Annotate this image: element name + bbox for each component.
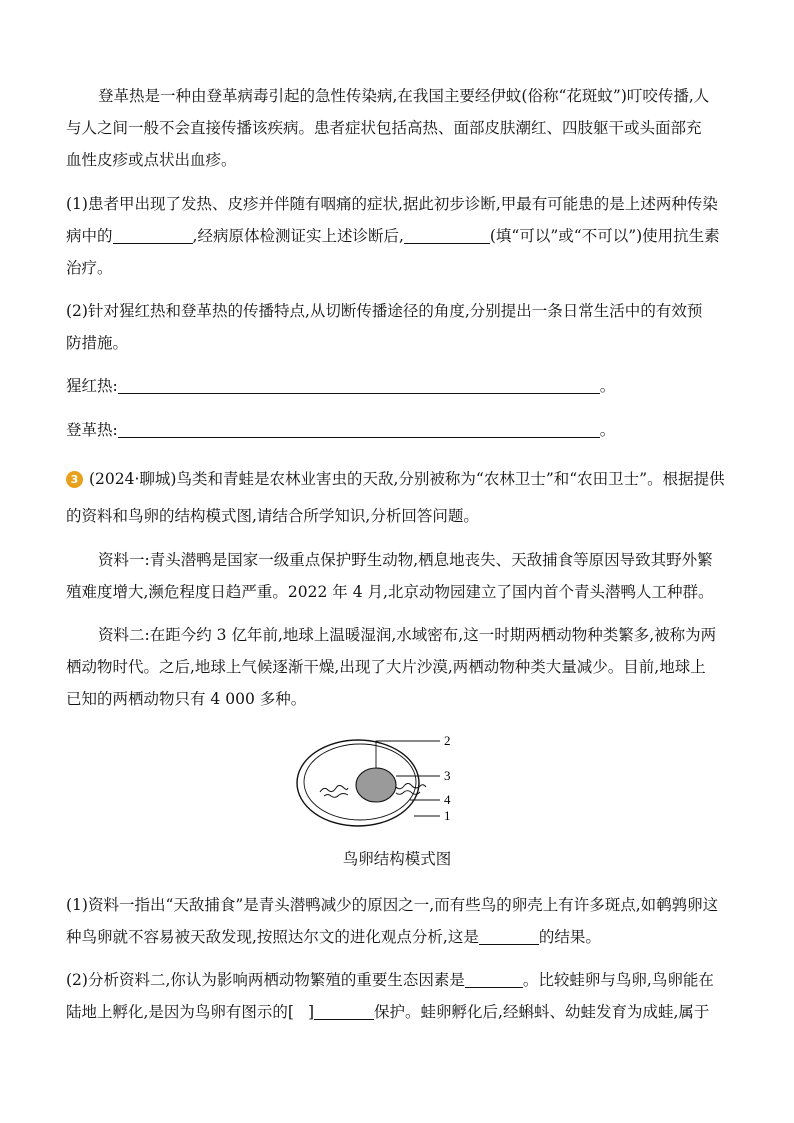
- figure-label-3: 3: [444, 768, 451, 783]
- period: 。: [599, 377, 616, 395]
- material-2-line-1: 资料二:在距今约 3 亿年前,地球上温暖湿润,水域密布,这一时期两栖动物种类繁多,被称为两: [98, 626, 717, 644]
- q3-line-2: 的资料和鸟卵的结构模式图,请结合所学知识,分析回答问题。: [66, 507, 479, 525]
- figure-label-2: 2: [444, 733, 451, 748]
- q2-line-1: (2)针对猩红热和登革热的传播特点,从切断传播途径的角度,分别提出一条日常生活中的有效预: [66, 302, 703, 320]
- dengue-answer-line: [66, 419, 615, 441]
- scarlet-fever-label: 猩红热:: [66, 377, 118, 395]
- q1-line-3: 治疗。: [66, 259, 113, 277]
- q1-text-c: (填“可以”或“不可以”)使用抗生素: [489, 227, 720, 245]
- sub-q2-text-a: (2)分析资料二,你认为影响两栖动物繁殖的重要生态因素是: [66, 971, 465, 989]
- material-2-line-3: 已知的两栖动物只有 4 000 多种。: [66, 690, 307, 708]
- q2-line-2: 防措施。: [66, 334, 129, 352]
- answer-blank-ecological-factor[interactable]: [465, 971, 523, 988]
- material-1-line-2: 殖难度增大,濒危程度日趋严重。2022 年 4 月,北京动物园建立了国内首个青头潜鸭人工种群。: [66, 583, 714, 601]
- intro-line-3: 血性皮疹或点状出血疹。: [66, 151, 237, 169]
- sub-q2-text-b: 。比较蛙卵与鸟卵,鸟卵能在: [522, 971, 714, 989]
- q1-line-2: [66, 225, 720, 247]
- answer-blank-scarlet-fever[interactable]: [118, 377, 600, 394]
- figure-label-4: 4: [444, 792, 451, 807]
- bird-egg-structure-diagram: [290, 730, 480, 830]
- figure-label-1: 1: [444, 808, 451, 823]
- sub-q2-bracket-close: ]: [307, 1003, 315, 1021]
- sub-q1-text-a: 种鸟卵就不容易被天敌发现,按照达尔文的进化观点分析,这是: [66, 928, 479, 946]
- sub-q2-line-1: [66, 969, 714, 991]
- egg-yolk: [356, 768, 396, 802]
- q3-intro-text: (2024·聊城)鸟类和青蛙是农林业害虫的天敌,分别被称为“农林卫士”和“农田卫士”。根据提供: [89, 470, 725, 488]
- period: 。: [599, 421, 616, 439]
- q1-text-a: 病中的: [66, 227, 113, 245]
- q1-line-1: (1)患者甲出现了发热、皮疹并伴随有咽痛的症状,据此初步诊断,甲最有可能患的是上述两种传染: [66, 195, 718, 213]
- dengue-label: 登革热:: [66, 421, 118, 439]
- question-number-badge: 3: [66, 471, 83, 488]
- q1-text-b: ,经病原体检测证实上述诊断后,: [192, 227, 404, 245]
- q3-line-1: [66, 468, 725, 490]
- material-1-line-1: 资料一:青头潜鸭是国家一级重点保护野生动物,栖息地丧失、天敌捕食等原因导致其野外繁: [98, 551, 713, 569]
- answer-blank-structure-number[interactable]: [294, 1004, 308, 1020]
- scarlet-fever-answer-line: [66, 375, 615, 397]
- sub-q1-text-b: 的结果。: [538, 928, 601, 946]
- sub-q2-text-a2: 陆地上孵化,是因为鸟卵有图示的[: [66, 1003, 294, 1021]
- sub-q2-line-2: [66, 1001, 709, 1023]
- answer-blank-structure-name[interactable]: [314, 1003, 374, 1020]
- sub-q2-text-c: 保护。蛙卵孵化后,经蝌蚪、幼蛙发育为成蛙,属于: [374, 1003, 710, 1021]
- intro-line-1: 登革热是一种由登革病毒引起的急性传染病,在我国主要经伊蚊(俗称“花斑蚊”)叮咬传播,人: [98, 87, 710, 105]
- answer-blank-antibiotic[interactable]: [404, 227, 490, 244]
- figure-caption: 鸟卵结构模式图: [342, 850, 452, 868]
- material-2-line-2: 栖动物时代。之后,地球上气候逐渐干燥,出现了大片沙漠,两栖动物种类大量减少。目前,地球上: [66, 658, 706, 676]
- sub-q1-line-1: (1)资料一指出“天敌捕食”是青头潜鸭减少的原因之一,而有些鸟的卵壳上有许多斑点,如鹌鹑卵这: [66, 896, 719, 914]
- answer-blank-disease[interactable]: [113, 227, 193, 244]
- answer-blank-evolution[interactable]: [479, 928, 539, 945]
- answer-blank-dengue[interactable]: [118, 421, 600, 438]
- intro-line-2: 与人之间一般不会直接传播该疾病。患者症状包括高热、面部皮肤潮红、四肢躯干或头面部充: [66, 119, 702, 137]
- sub-q1-line-2: [66, 926, 601, 948]
